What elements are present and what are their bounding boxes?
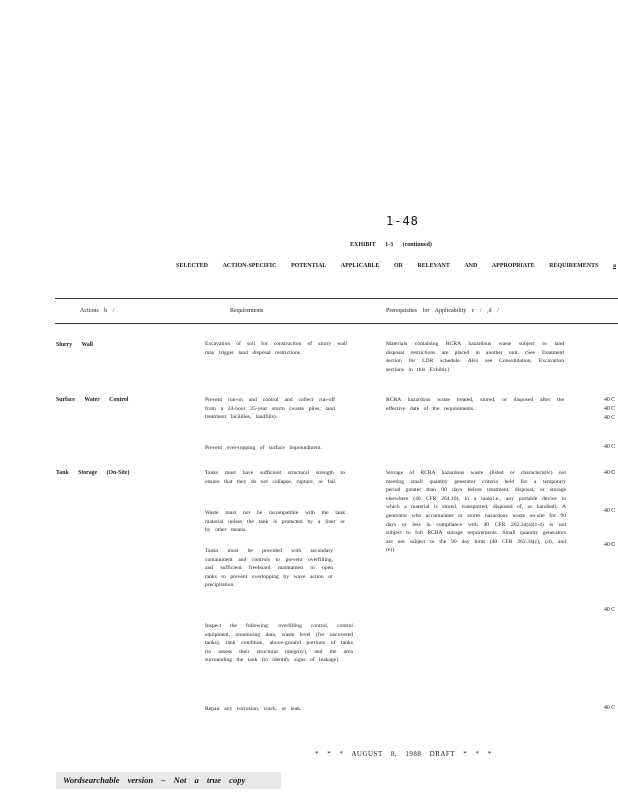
- subtitle-word: OR: [393, 263, 403, 269]
- subtitle-word: REQUIREMENTS: [549, 263, 599, 269]
- subtitle-word: POTENTIAL: [290, 263, 327, 269]
- surface-prerequisite: RCRA hazardous waste treated, stored, or disposed after the effective date of the requirements.: [386, 397, 564, 412]
- wordsearchable-notice: Wordsearchable version – Not a true copy: [56, 772, 281, 789]
- tank-requirement-5: Repair any corrosion, crack, or leak.: [205, 706, 302, 712]
- exhibit-heading: EXHIBIT 1-3 (continued): [350, 242, 432, 248]
- tank-requirement-3: Tanks must be provided with secondary containment and controls to prevent overfilling, and sufficient freeboard maintained in open tanks to prevent overtopping by wave action or precipitation.: [205, 548, 333, 589]
- subtitle-word: APPLICABLE: [340, 263, 380, 269]
- subtitle-word: AND: [464, 263, 478, 269]
- slurry-requirement: Excavation of soil for construction of slurry wall may trigger land disposal restrictions.: [205, 341, 347, 356]
- citation: 40 C: [604, 444, 616, 450]
- citation: 40 C: [604, 607, 616, 613]
- subtitle-word: a: [612, 263, 616, 269]
- column-header-actions: Actions b /: [80, 308, 115, 314]
- slurry-prerequisite: Materials containing RCRA hazardous waste subject to land disposal restrictions are placed in another unit. (See Treatment section for LDR schedule. Also see Consolidation, Excavation sections in this Exhibit.): [386, 341, 564, 373]
- subtitle-word: ACTION-SPECIFIC: [222, 263, 277, 269]
- row-label-slurry-wall: Slurry Wall: [56, 342, 94, 348]
- row-label-tank-storage: Tank Storage (On-Site): [56, 470, 130, 476]
- surface-requirement-1: Prevent run-on and control and collect run-off from a 24-hour 25-year storm (waste piles, land treatment facilities, landfills).: [205, 397, 335, 421]
- tank-requirement-4: Inspect the following: overfilling control, control equipment, monitoring data, waste level (for uncovered tanks), tank condition, above-ground portions of tanks (to assess their structural integrity), and the area surrounding the tank (to identify signs of leakage).: [205, 623, 353, 664]
- citation: 40 C: [604, 406, 616, 412]
- citation: 40 C: [604, 470, 616, 476]
- page-number: 1-48: [386, 214, 419, 228]
- draft-footer: * * * AUGUST 8, 1988 DRAFT * * *: [315, 750, 492, 758]
- column-header-prerequisites: Prerequisites for Applicability c / ,d /: [386, 308, 499, 314]
- citation: 40 C: [604, 508, 616, 514]
- tank-requirement-1: Tanks must have sufficient structural strength to ensure that they do not collapse, rupture, or fail.: [205, 470, 345, 485]
- tank-requirement-2: Waste must not be incompatible with the tank material unless the tank is protected by a liner or by other means.: [205, 510, 345, 534]
- subtitle-word: APPROPRIATE: [491, 263, 535, 269]
- column-header-requirements: Requirements: [230, 308, 264, 314]
- subtitle-word: RELEVANT: [417, 263, 450, 269]
- citation: 40 C: [604, 397, 616, 403]
- table-subtitle: [176, 263, 616, 269]
- citation: 40 C: [604, 542, 616, 548]
- header-bottom-rule: [55, 323, 618, 324]
- row-label-surface-water-control: Surface Water Control: [56, 397, 129, 403]
- subtitle-word: SELECTED: [176, 263, 209, 269]
- citation: 40 C: [604, 415, 616, 421]
- tank-prerequisite: Storage of RCRA hazardous waste (listed or characteristic) not meeting small quantity generator criteria held for a temporary period greater than 90 days before treatment, disposal, or storage elsewhere (40 CFR 264.10), in a tank(i.e., any portable device in which a material is stored, transported, disposed of, or handled). A generator who accumulates or stores hazardous waste on-site for 90 days or less in compliance with 40 CFR 262.34(a)(1-4) is not subject to full RCRA storage requirements. Small quantity generators are not subject to the 90 day limit (40 CFR 262.34(c), (d), and (e)).: [386, 470, 566, 554]
- citation: 40 C: [604, 705, 616, 711]
- surface-requirement-2: Prevent over-topping of surface impoundment.: [205, 445, 322, 451]
- table-top-rule: [55, 298, 618, 299]
